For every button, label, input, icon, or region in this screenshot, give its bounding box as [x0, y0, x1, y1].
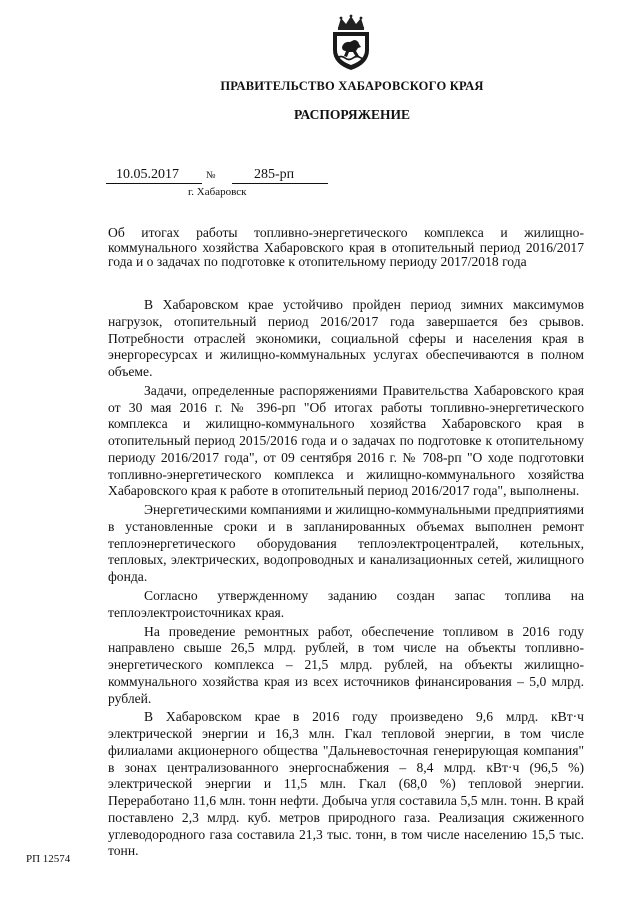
document-type: РАСПОРЯЖЕНИЕ [293, 107, 411, 122]
number-sign: № [206, 170, 216, 181]
government-title: ПРАВИТЕЛЬСТВО ХАБАРОВСКОГО КРАЯ [220, 79, 484, 93]
paragraph: На проведение ремонтных работ, обеспечение топливом в 2016 году направлено свыше 26,5 млрд. рублей, в том числе на объекты топливно-энергетического комплекса – 21,5 млрд. рублей, на объекты жилищно-коммунального хозяйства края из всех источников финансирования – 5,0 млрд. рублей. [108, 623, 584, 706]
document-date: 10.05.2017 [106, 166, 202, 184]
paragraph: В Хабаровском крае устойчиво пройден период зимних максимумов нагрузок, отопительный период 2016/2017 года завершается без срывов. Потребности отраслей экономики, социальной сферы и населения края в энергоресурсах и жилищно-коммунальных услугах обеспечиваются в полном объеме. [108, 297, 584, 379]
coat-of-arms-icon [329, 14, 373, 72]
document-number: 285-рп [232, 166, 328, 184]
city-label: г. Хабаровск [188, 186, 247, 198]
paragraph: Согласно утвержденному заданию создан запас топлива на теплоэлектроисточниках края. [108, 588, 584, 620]
paragraph: В Хабаровском крае в 2016 году произведено 9,6 млрд. кВт·ч электрической энергии и 16,3 млн. Гкал тепловой энергии, в том числе филиалами акционерного общества "Дальневосточная генерирующая компания" в зонах централизованного энергоснабжения – 8,4 млрд. кВт·ч (96,5 %) электрической энергии и 11,5 млн. Гкал (68,0 %) тепловой энергии. Переработано 11,6 млн. тонн нефти. Добыча угля составила 5,5 млн. тонн. В край поставлено 2,3 млрд. куб. метров природного газа. Реализация сжиженного углеводородного газа составила 21,3 тыс. тонн, в том числе населению 15,5 тыс. тонн. [108, 709, 584, 859]
document-body [108, 297, 584, 862]
registry-code: РП 12574 [26, 853, 71, 865]
paragraph: Энергетическими компаниями и жилищно-коммунальными предприятиями в установленные сроки и в запланированных объемах выполнен ремонт теплоэнергетического оборудования теплоэлектроцентралей, котельных, тепловых, электрических, водопроводных и канализационных сетей, жилищного фонда. [108, 502, 584, 585]
document-subject: Об итогах работы топливно-энергетического комплекса и жилищно-коммунального хозяйства Хабаровского края в отопительный период 2016/2017 года и о задачах по подготовке к отопительному периоду 2017/2018 года [108, 225, 584, 269]
paragraph: Задачи, определенные распоряжениями Правительства Хабаровского края от 30 мая 2016 г. № 396-рп "Об итогах работы топливно-энергетического комплекса и жилищно-коммунального хозяйства Хабаровского края в отопительный период 2015/2016 года и о задачах по подготовке к отопительному периоду 2016/2017 года", от 09 сентября 2016 г. № 708-рп "О ходе подготовки топливно-энергетического комплекса и жилищно-коммунального хозяйства Хабаровского края к работе в отопительный период 2016/2017 года", выполнены. [108, 382, 584, 499]
